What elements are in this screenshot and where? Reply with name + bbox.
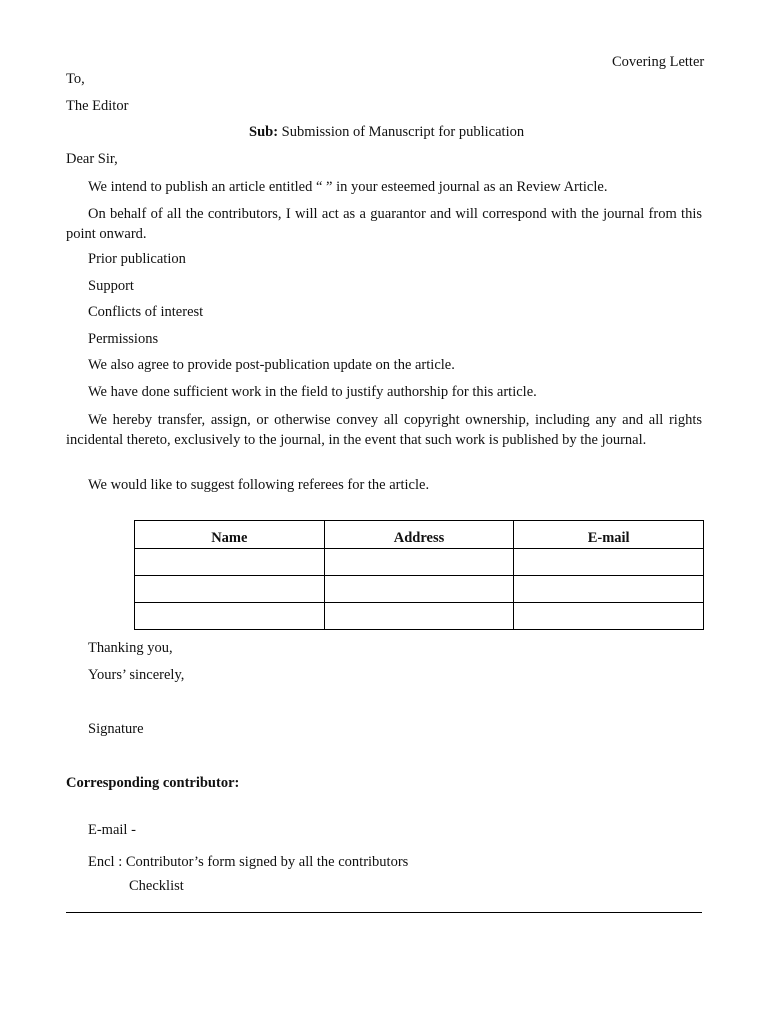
table-cell bbox=[514, 549, 704, 576]
copyright-paragraph: We hereby transfer, assign, or otherwise convey all copyright ownership, including any and all rights incidental thereto, exclusively to the journal, in the event that such work is published by the journal. bbox=[66, 412, 702, 448]
enclosure-checklist: Checklist bbox=[129, 878, 184, 894]
table-cell bbox=[514, 576, 704, 603]
footer-divider bbox=[66, 912, 702, 913]
authorship-paragraph: We have done sufficient work in the field to justify authorship for this article. bbox=[88, 384, 537, 400]
closing-signature: Signature bbox=[88, 721, 144, 737]
update-paragraph: We also agree to provide post-publication update on the article. bbox=[88, 357, 455, 373]
list-item: Support bbox=[88, 278, 134, 294]
table-cell bbox=[135, 603, 325, 630]
closing-thanks: Thanking you, bbox=[88, 640, 173, 656]
referees-intro: We would like to suggest following referees for the article. bbox=[88, 477, 430, 493]
closing-sincerely: Yours’ sincerely, bbox=[88, 667, 185, 683]
subject-text: Submission of Manuscript for publication bbox=[278, 124, 525, 140]
list-item: Prior publication bbox=[88, 251, 186, 267]
column-header-email: E-mail bbox=[514, 521, 704, 549]
table-row bbox=[135, 576, 704, 603]
corresponding-heading: Corresponding contributor: bbox=[66, 775, 240, 791]
list-item: Conflicts of interest bbox=[88, 304, 204, 320]
subject-prefix: Sub: bbox=[249, 124, 279, 140]
table-row bbox=[135, 603, 704, 630]
table-cell bbox=[135, 576, 325, 603]
referees-table bbox=[134, 520, 704, 630]
table-cell bbox=[324, 576, 514, 603]
enclosure-line: Encl : Contributor’s form signed by all the contributors bbox=[88, 854, 409, 870]
corresponding-email: E-mail - bbox=[88, 822, 136, 838]
table-cell bbox=[135, 549, 325, 576]
column-header-address: Address bbox=[324, 521, 514, 549]
address-to: To, bbox=[66, 71, 85, 87]
intent-paragraph: We intend to publish an article entitled “ ” in your esteemed journal as an Review Article. bbox=[88, 179, 608, 195]
column-header-name: Name bbox=[135, 521, 325, 549]
table-cell bbox=[514, 603, 704, 630]
address-recipient: The Editor bbox=[66, 98, 129, 114]
table-header-row bbox=[135, 521, 704, 549]
table-row bbox=[135, 549, 704, 576]
table-cell bbox=[324, 603, 514, 630]
salutation: Dear Sir, bbox=[66, 151, 118, 167]
table-cell bbox=[324, 549, 514, 576]
subject-line bbox=[249, 124, 524, 141]
list-item: Permissions bbox=[88, 331, 159, 347]
guarantor-paragraph: On behalf of all the contributors, I will act as a guarantor and will correspond with the journal from this point onward. bbox=[66, 206, 702, 242]
document-header-label: Covering Letter bbox=[612, 54, 705, 70]
